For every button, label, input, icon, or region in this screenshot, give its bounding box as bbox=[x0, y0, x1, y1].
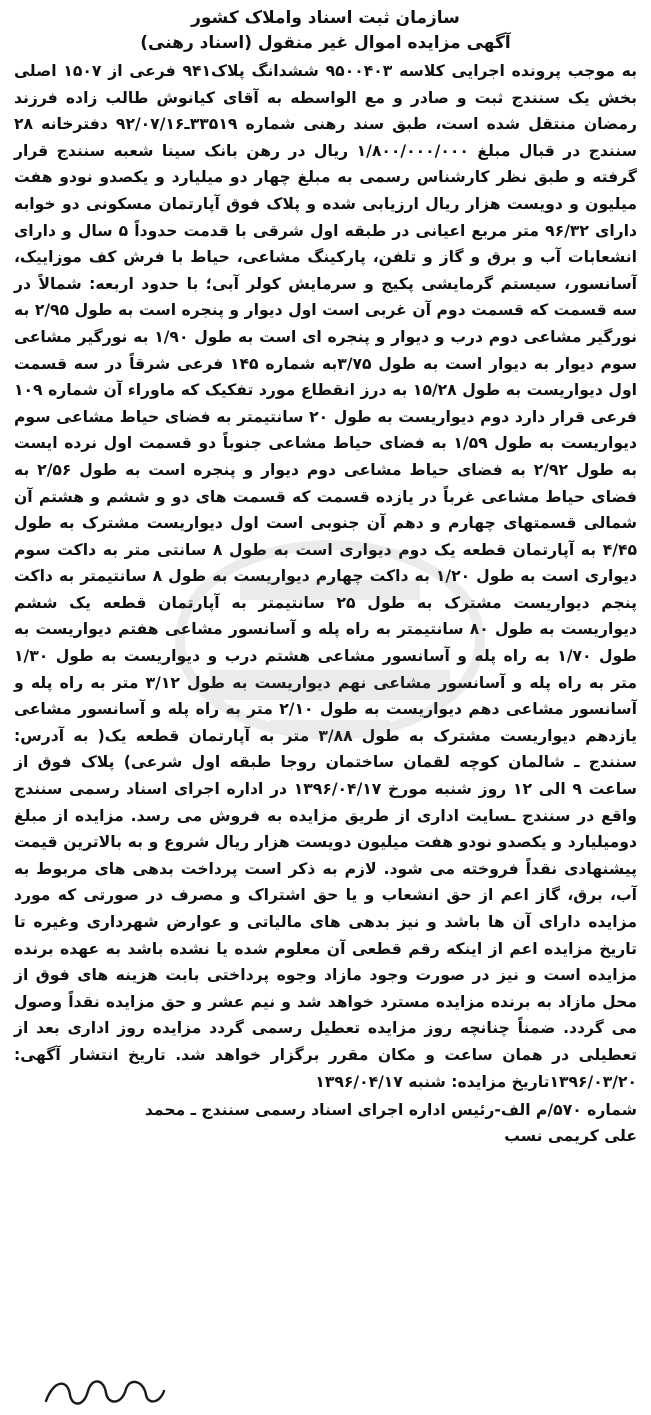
organization-name: سازمان ثبت اسناد واملاک کشور bbox=[191, 8, 460, 28]
handwritten-signature-icon bbox=[40, 1371, 170, 1411]
reference-and-signer: شماره ۵۷۰/م الف-رئیس اداره اجرای اسناد رسمی سنندج ـ محمد bbox=[144, 1101, 637, 1120]
notice-footer bbox=[14, 1097, 637, 1149]
notice-body: به موجب پرونده اجرایی کلاسه ۹۵۰۰۴۰۳ ششدانگ پلاک۹۴۱ فرعی از ۱۵۰۷ اصلی بخش یک سنندج ثبت و صادر و مع الواسطه به آقای کیانوش طالب زاده فرزند رمضان منتقل شده است، طبق سند رهنی شماره ۳۳۵۱۹ـ۹۲/۰۷/۱۶ دفترخانه ۲۸ سنندج در قبال مبلغ ۱/۸۰۰/۰۰۰/۰۰۰ ریال در رهن بانک سینا شعبه سنندج قرار گرفته و طبق نظر کارشناس رسمی به مبلغ چهار دو میلیارد و یکصدو نودو هفت میلیون و دویست هزار ریال ارزیابی شده و پلاک فوق آپارتمان مسکونی دو خوابه دارای ۹۶/۳۲ متر مربع اعیانی در طبقه اول شرقی با قدمت حدوداً ۵ سال و دارای انشعابات آب و برق و گاز و تلفن، پارکینگ مشاعی، حیاط با فرش کف موزاییک، آسانسور، سیستم گرمایشی پکیج و سرمایش کولر آبی؛ با حدود اربعه: شمالاً در سه قسمت که قسمت دوم آن غربی است اول دیوار و پنجره است به طول ۲/۹۵ به نورگیر مشاعی دوم درب و دیوار و پنجره ای است به طول ۱/۹۰ به نورگیر مشاعی سوم دیوار به دیوار است به طول ۳/۷۵به شماره ۱۴۵ فرعی شرقاً در سه قسمت اول دیواریست به طول ۱۵/۲۸ به درز انقطاع مورد تفکیک که ماوراء آن شماره ۱۰۹ فرعی قرار دارد دوم دیواریست به طول ۲۰ سانتیمتر به فضای حیاط مشاعی سوم دیواریست به طول ۱/۵۹ به فضای حیاط مشاعی جنوباً دو قسمت اول نرده ایست به طول ۲/۹۲ به فضای حیاط مشاعی دوم دیوار و پنجره است به طول ۲/۵۶ به فضای حیاط مشاعی غرباً در یازده قسمت که قسمت های دو و ششم و هشتم آن شمالی قسمتهای چهارم و دهم آن جنوبی است اول دیواریست مشترک به طول ۴/۴۵ به آپارتمان قطعه یک دوم دیواری است به طول ۸ سانتی متر به داکت سوم دیواری است به طول ۱/۲۰ به داکت چهارم دیواریست به طول ۸ سانتیمتر به داکت پنجم دیواریست مشترک به طول ۲۵ سانتیمتر به آپارتمان قطعه یک ششم دیواریست به طول ۸۰ سانتیمتر به راه پله و آسانسور مشاعی هفتم دیواریست به طول ۱/۷۰ به راه پله و آسانسور مشاعی هشتم درب و دیواریست به طول ۱/۳۰ متر به راه پله و آسانسور مشاعی نهم دیواریست به طول ۳/۱۲ متر به راه پله و آسانسور مشاعی دهم دیواریست به طول ۲/۱۰ متر به راه پله و آسانسور مشاعی یازدهم دیواریست مشترک به طول ۳/۸۸ متر به آپارتمان قطعه یک( به آدرس: سنندج ـ شالمان کوچه لقمان ساختمان روجا طبقه اول شرعی) پلاک فوق از ساعت ۹ الی ۱۲ روز شنبه مورخ ۱۳۹۶/۰۴/۱۷ در اداره اجرای اسناد رسمی سنندج واقع در سنندج ـسایت اداری از طریق مزایده به فروش می رسد. مزایده از مبلغ دومیلیارد و یکصدو نودو هفت میلیون دویست هزار ریال شروع و به بالاترین قیمت پیشنهادی نقداً فروخته می شود. لازم به ذکر است پرداخت بدهی های مربوط به آب، برق، گاز اعم از حق انشعاب و یا حق اشتراک و مصرف در صورتی که مورد مزایده دارای آن ها باشد و نیز بدهی های مالیاتی و عوارض شهرداری وغیره تا تاریخ مزایده اعم از اینکه رقم قطعی آن معلوم شده یا نشده باشد به عهده برنده مزایده است و نیز در صورت وجود مازاد وجوه پرداختی بابت هزینه های فوق از محل مازاد به برنده مزایده مسترد خواهد شد و نیم عشر و حق مزایده نقداً وصول می گردد. ضمناً چنانچه روز مزایده تعطیل رسمی گردد مزایده روز اداری بعد از تعطیلی در همان ساعت و مکان مقرر برگزار خواهد شد. تاریخ انتشار آگهی: ۱۳۹۶/۰۳/۲۰تاریخ مزایده: شنبه ۱۳۹۶/۰۴/۱۷ bbox=[14, 62, 638, 1091]
notice-title: آگهی مزایده اموال غیر منقول (اسناد رهنی) bbox=[140, 33, 511, 53]
auction-notice bbox=[14, 6, 637, 1409]
signer-name: علی کریمی نسب bbox=[504, 1127, 637, 1146]
